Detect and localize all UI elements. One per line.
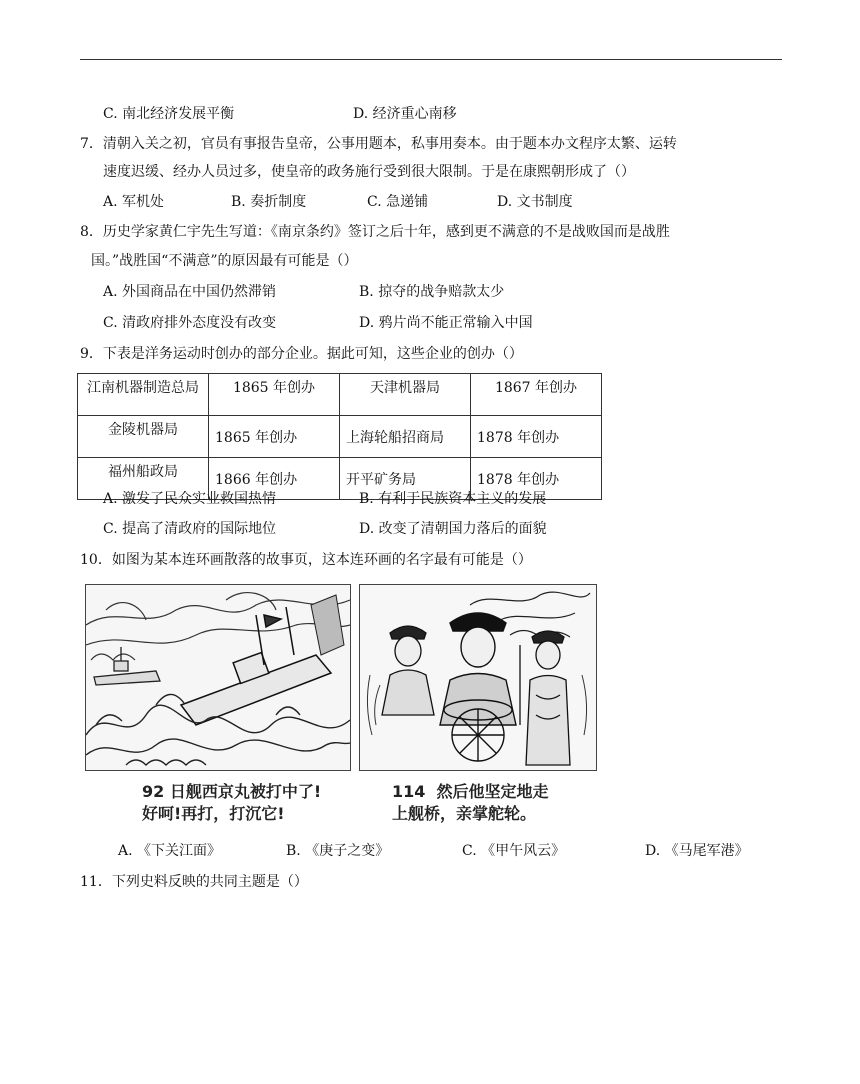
- naval-battle-illustration: [86, 585, 350, 770]
- q7-option-b[interactable]: B. 奏折制度: [231, 194, 307, 210]
- q7-stem-line2: 速度迟缓、经办人员过多，使皇帝的政务施行受到很大限制。于是在康熙朝形成了（）: [103, 164, 635, 180]
- q10-option-d[interactable]: D. 《马尾军港》: [645, 843, 749, 859]
- table-row: [78, 374, 602, 416]
- table-cell: 福州船政局: [78, 458, 209, 500]
- comic-caption-right-line2: 上舰桥，亲掌舵轮。: [392, 804, 537, 823]
- table-cell: 江南机器制造总局: [78, 374, 209, 416]
- q7-stem-line1: 7．清朝入关之初，官员有事报告皇帝，公事用题本，私事用奏本。由于题本办文程序太繁、运转: [80, 136, 677, 152]
- table-cell: 1865 年创办: [209, 416, 340, 458]
- comic-caption-left-line2: 好呵!再打，打沉它!: [142, 804, 285, 823]
- q7-option-c[interactable]: C. 急递铺: [367, 194, 429, 210]
- table-row: [78, 416, 602, 458]
- q8-option-b[interactable]: B. 掠夺的战争赔款太少: [359, 284, 505, 300]
- q11-stem: 11．下列史料反映的共同主题是（）: [80, 874, 308, 890]
- comic-caption-right-line1: 114 然后他坚定地走: [392, 782, 549, 801]
- header-rule: [80, 59, 782, 60]
- ship-helm-illustration: [360, 585, 596, 770]
- table-cell: 上海轮船招商局: [340, 416, 471, 458]
- q10-option-a[interactable]: A. 《下关江面》: [118, 843, 222, 859]
- q7-option-d[interactable]: D. 文书制度: [497, 194, 573, 210]
- comic-caption-left-line1: 92 日舰西京丸被打中了!: [142, 782, 322, 801]
- q6-option-d[interactable]: D. 经济重心南移: [353, 106, 457, 122]
- q7-option-a[interactable]: A. 军机处: [103, 194, 165, 210]
- q8-stem-line1: 8．历史学家黄仁宇先生写道：《南京条约》签订之后十年，感到更不满意的不是战败国而是战胜: [80, 224, 670, 240]
- q8-option-d[interactable]: D. 鸦片尚不能正常输入中国: [359, 315, 533, 331]
- q9-option-c[interactable]: C. 提高了清政府的国际地位: [103, 521, 277, 537]
- q8-option-a[interactable]: A. 外国商品在中国仍然滞销: [103, 284, 277, 300]
- q9-option-a[interactable]: A. 激发了民众实业救国热情: [103, 491, 277, 507]
- table-cell: 1866 年创办: [209, 458, 340, 500]
- table-cell: 1865 年创办: [209, 374, 340, 416]
- table-cell: 1867 年创办: [471, 374, 602, 416]
- q9-option-d[interactable]: D. 改变了清朝国力落后的面貌: [359, 521, 547, 537]
- table-cell: 1878 年创办: [471, 458, 602, 500]
- q8-option-c[interactable]: C. 清政府排外态度没有改变: [103, 315, 277, 331]
- table-cell: 开平矿务局: [340, 458, 471, 500]
- enterprise-table: [77, 373, 602, 500]
- q6-option-c[interactable]: C. 南北经济发展平衡: [103, 106, 235, 122]
- q10-stem: 10．如图为某本连环画散落的故事页，这本连环画的名字最有可能是（）: [80, 552, 532, 568]
- table-cell: 1878 年创办: [471, 416, 602, 458]
- comic-panel-naval-battle: [85, 584, 351, 771]
- q10-option-c[interactable]: C. 《甲午风云》: [462, 843, 566, 859]
- table-cell: 天津机器局: [340, 374, 471, 416]
- q9-stem: 9．下表是洋务运动时创办的部分企业。据此可知，这些企业的创办（）: [80, 346, 523, 362]
- q8-stem-line2: 国。”战胜国“不满意”的原因最有可能是（）: [91, 253, 358, 269]
- q10-option-b[interactable]: B. 《庚子之变》: [286, 843, 390, 859]
- table-cell: 金陵机器局: [78, 416, 209, 458]
- q9-option-b[interactable]: B. 有利于民族资本主义的发展: [359, 491, 547, 507]
- comic-panel-ship-helm: [359, 584, 597, 771]
